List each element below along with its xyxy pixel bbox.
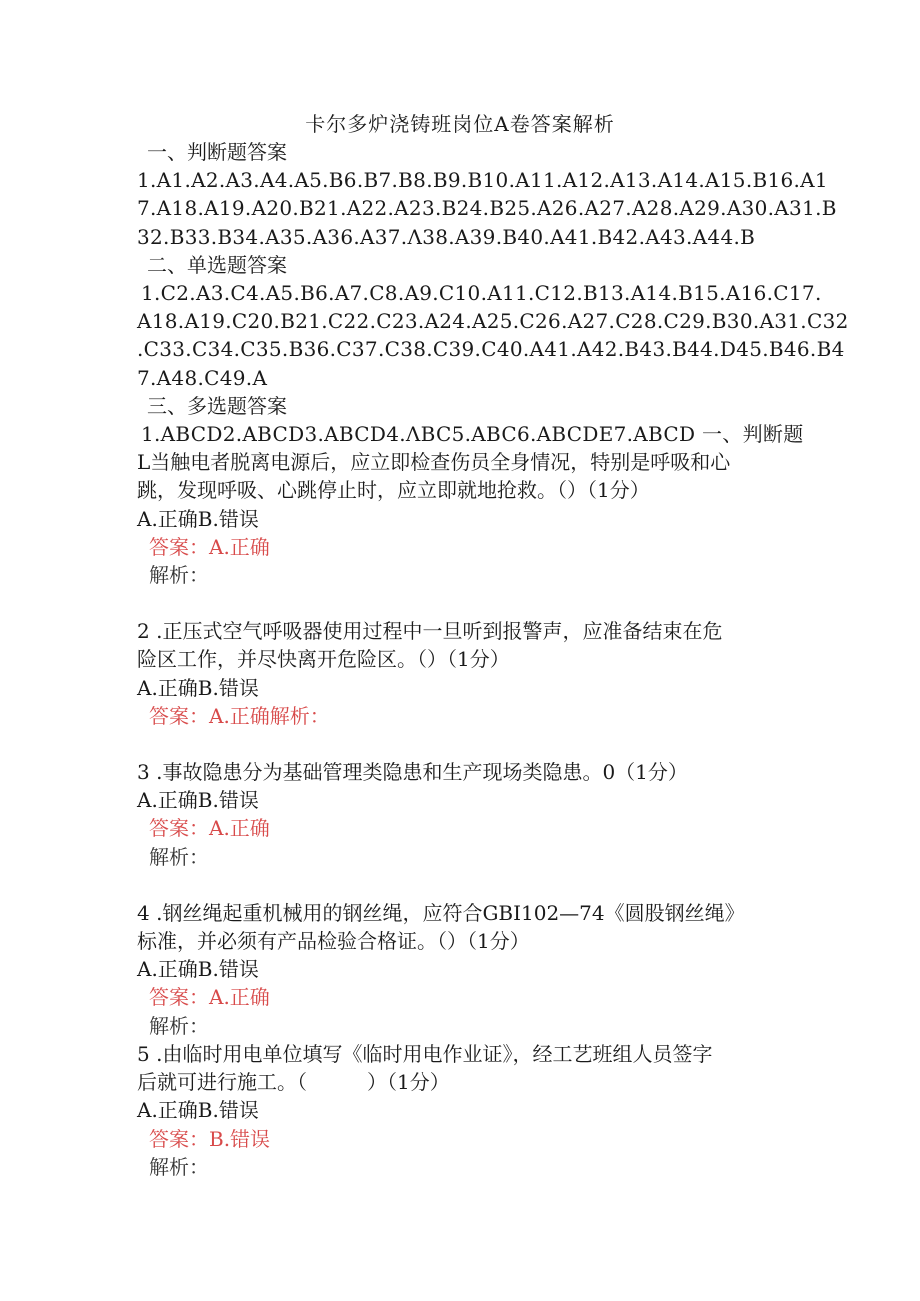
question-2-line-2: 险区工作，并尽快离开危险区。（）（1分） — [137, 647, 510, 672]
spacer — [137, 871, 797, 899]
document-body — [137, 138, 849, 1181]
question-4-analysis: 解析： — [149, 1013, 209, 1038]
single-answers-line-3: .C33.C34.C35.B36.C37.C38.C39.C40.A41.A42.B43.B44.D45.B46.B4 — [137, 337, 845, 362]
question-4-options: A.正确B.错误 — [137, 957, 259, 982]
spacer — [137, 589, 797, 617]
multi-heading: 三、多选题答案 — [147, 393, 287, 418]
question-1-line-2: 跳，发现呼吸、心跳停止时，应立即就地抢救。（）（1分） — [137, 478, 650, 503]
judge-answers-line-2: 7.A18.A19.A20.B21.A22.A23.B24.B25.A26.A27.A28.A29.A30.A31.B — [137, 196, 837, 221]
question-3-answer: 答案：A.正确 — [149, 816, 270, 841]
question-5-answer: 答案：B.错误 — [149, 1126, 271, 1151]
question-5-line-1: 5 .由临时用电单位填写《临时用电作业证》，经工艺班组人员签字 — [137, 1041, 713, 1066]
spacer — [137, 730, 797, 758]
question-5-options: A.正确B.错误 — [137, 1098, 259, 1123]
multi-answers-line: 1.ABCD2.ABCD3.ABCD4.ΛBC5.ABC6.ABCDE7.ABCD 一、判断题 — [141, 422, 804, 447]
question-2-options: A.正确B.错误 — [137, 675, 259, 700]
judge-answers-line-1: 1.A1.A2.A3.A4.A5.B6.B7.B8.B9.B10.A11.A12.A13.A14.A15.B16.A1 — [137, 168, 828, 193]
question-5-line-2: 后就可进行施工。（ ）（1分） — [137, 1070, 450, 1095]
question-3-line-1: 3 .事故隐患分为基础管理类隐患和生产现场类隐患。0（1分） — [137, 760, 688, 785]
question-4-answer: 答案：A.正确 — [149, 985, 270, 1010]
document-title: 卡尔多炉浇铸班岗位A卷答案解析 — [305, 112, 615, 136]
question-4-line-1: 4 .钢丝绳起重机械用的钢丝绳，应符合GBI102—74《圆股钢丝绳》 — [137, 900, 745, 925]
question-2-answer: 答案：A.正确解析： — [149, 703, 330, 728]
question-1-answer: 答案：A.正确 — [149, 534, 270, 559]
question-4-line-2: 标准，并必须有产品检验合格证。（）（1分） — [137, 929, 530, 954]
question-1-analysis: 解析： — [149, 563, 209, 588]
single-answers-line-4: 7.A48.C49.A — [137, 365, 268, 390]
judge-answers-line-3: 32.B33.B34.A35.A36.A37.Λ38.A39.B40.A41.B42.A43.A44.B — [137, 224, 756, 249]
single-answers-line-2: A18.A19.C20.B21.C22.C23.A24.A25.C26.A27.C28.C29.B30.A31.C32 — [137, 309, 849, 334]
judge-heading: 一、判断题答案 — [147, 140, 287, 164]
single-answers-line-1: 1.C2.A3.C4.A5.B6.A7.C8.A9.C10.A11.C12.B13.A14.B15.A16.C17. — [141, 281, 822, 306]
single-heading: 二、单选题答案 — [147, 252, 287, 277]
question-2-line-1: 2 .正压式空气呼吸器使用过程中一旦听到报警声，应准备结束在危 — [137, 619, 723, 644]
question-3-options: A.正确B.错误 — [137, 788, 259, 813]
question-1-line-1: L当触电者脱离电源后，应立即检查伤员全身情况，特别是呼吸和心 — [137, 450, 731, 475]
question-3-analysis: 解析： — [149, 844, 209, 869]
question-1-options: A.正确B.错误 — [137, 506, 259, 531]
question-5-analysis: 解析： — [149, 1154, 209, 1179]
